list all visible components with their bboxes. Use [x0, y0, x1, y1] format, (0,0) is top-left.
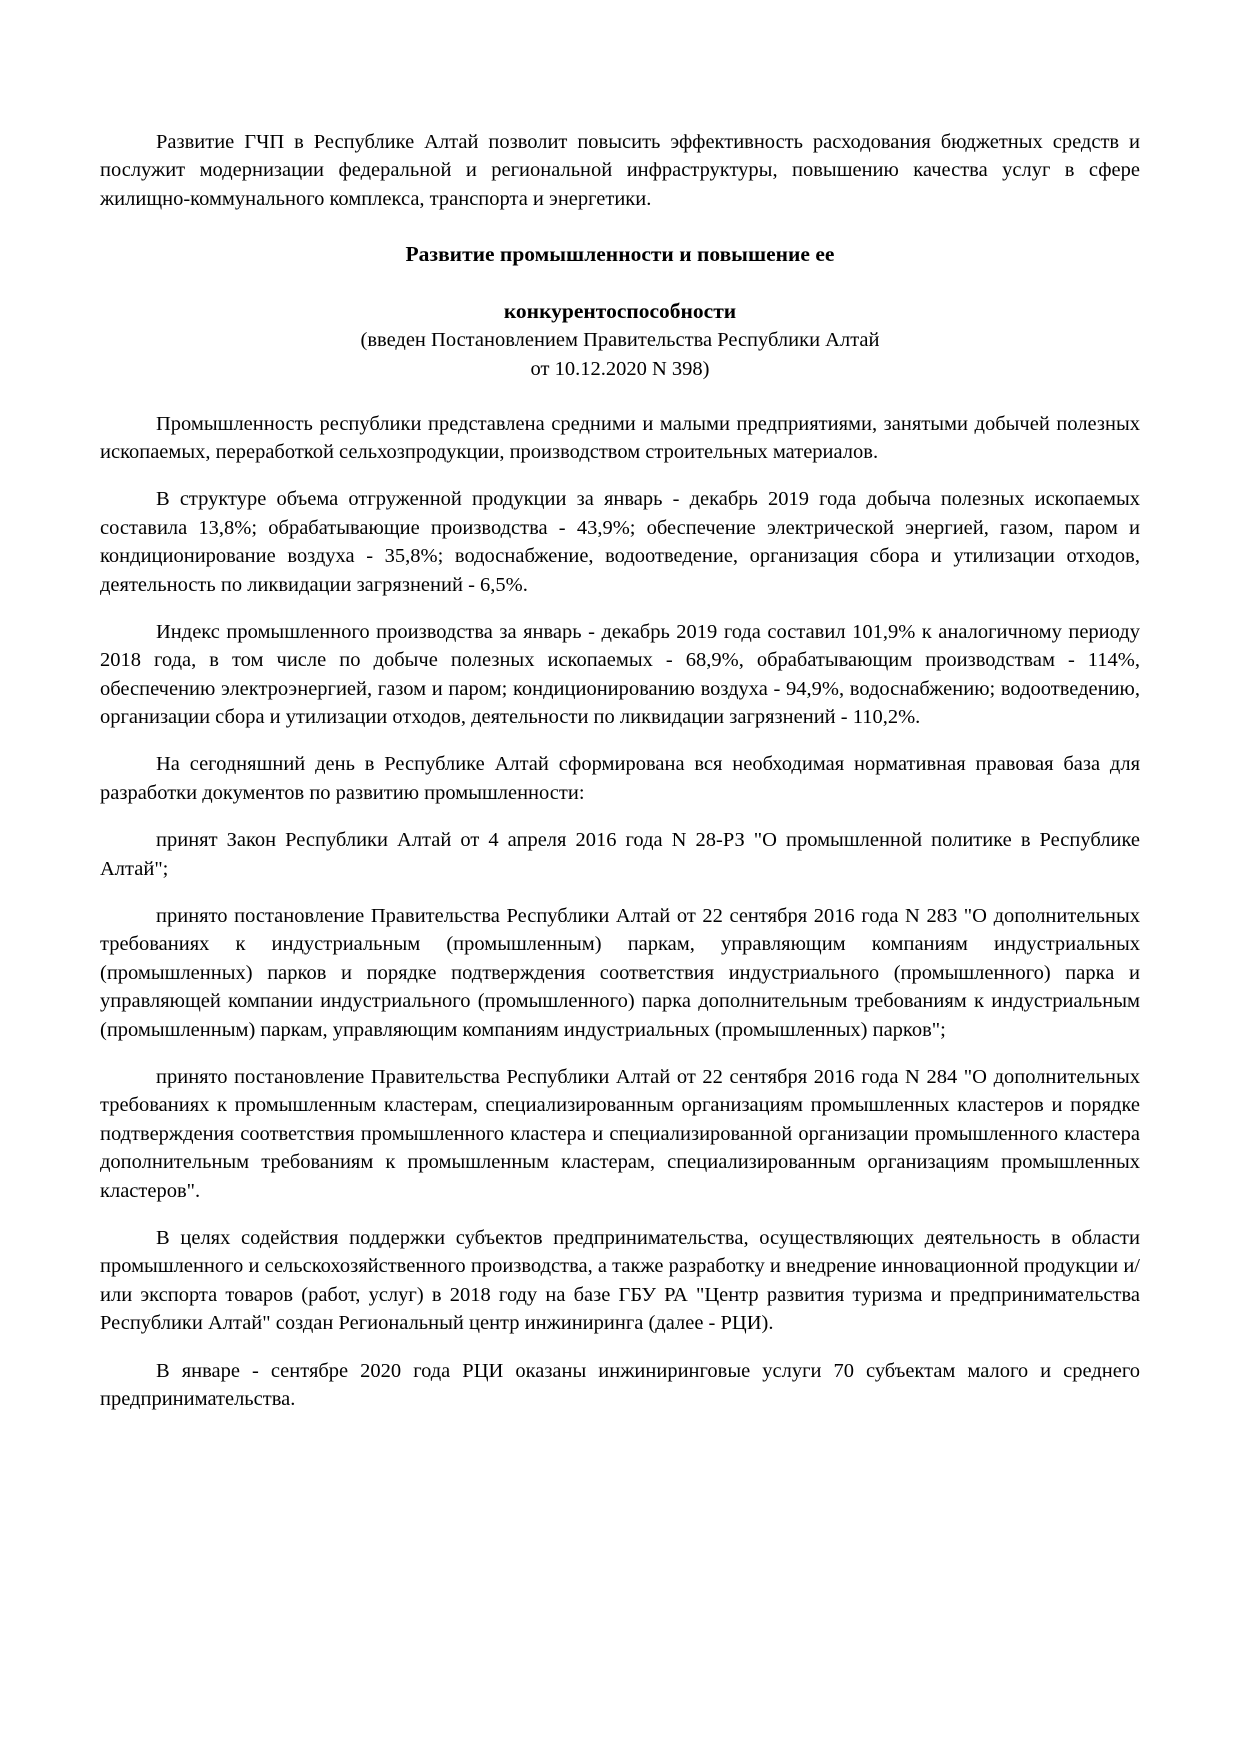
paragraph-decree-284: принято постановление Правительства Республики Алтай от 22 сентября 2016 года N 284 "О дополнительных требованиях к промышленным кластерам, специализированным организациям промышленных кластеров и порядке подтверждения соответствия промышленного кластера и специализированной организации промышленного кластера дополнительным требованиям к промышленным кластерам, специализированным организациям промышленных кластеров".	[100, 1066, 1140, 1202]
paragraph-industry-overview: Промышленность республики представлена средними и малыми предприятиями, занятыми добычей полезных ископаемых, переработкой сельхозпродукции, производством строительных материалов.	[100, 412, 1140, 463]
paragraph-decree-283: принято постановление Правительства Республики Алтай от 22 сентября 2016 года N 283 "О дополнительных требованиях к индустриальным (промышленным) паркам, управляющим компаниям индустриальных (промышленных) парков и порядке подтверждения соответствия индустриального (промышленного) парка и управляющей компании индустриального (промышленного) парка дополнительным требованиям к индустриальным (промышленным) паркам, управляющим компаниям индустриальных (промышленных) парков";	[100, 905, 1140, 1041]
document-body	[100, 128, 1140, 1413]
section-subtitle-line-1: (введен Постановлением Правительства Республики Алтай	[360, 329, 880, 352]
section-heading-block	[100, 239, 1140, 383]
section-subtitle-line-2: от 10.12.2020 N 398)	[530, 357, 710, 380]
paragraph-rci-services: В январе - сентябре 2020 года РЦИ оказаны инжиниринговые услуги 70 субъектам малого и среднего предпринимательства.	[100, 1359, 1140, 1410]
section-title-line-1: Развитие промышленности и повышение ее	[405, 242, 835, 267]
paragraph-shipment-structure: В структуре объема отгруженной продукции за январь - декабрь 2019 года добыча полезных ископаемых составила 13,8%; обрабатывающие производства - 43,9%; обеспечение электрической энергией, газом, паром и кондиционирование воздуха - 35,8%; водоснабжение, водоотведение, организация сбора и утилизации отходов, деятельность по ликвидации загрязнений - 6,5%.	[100, 488, 1140, 596]
section-title-line-2: конкурентоспособности	[503, 298, 737, 323]
paragraph-rci-creation: В целях содействия поддержки субъектов предпринимательства, осуществляющих деятельность в области промышленного и сельскохозяйственного производства, а также разработку и внедрение инновационной продукции и/или экспорта товаров (работ, услуг) в 2018 году на базе ГБУ РА "Центр развития туризма и предпринимательства Республики Алтай" создан Региональный центр инжиниринга (далее - РЦИ).	[100, 1226, 1140, 1335]
paragraph-legal-base-intro: На сегодняшний день в Республике Алтай сформирована вся необходимая нормативная правовая база для разработки документов по развитию промышленности:	[100, 753, 1140, 804]
paragraph-law-28-rz: принят Закон Республики Алтай от 4 апреля 2016 года N 28-РЗ "О промышленной политике в Республике Алтай";	[100, 829, 1140, 880]
paragraph-intro: Развитие ГЧП в Республике Алтай позволит повысить эффективность расходования бюджетных средств и послужит модернизации федеральной и региональной инфраструктуры, повышению качества услуг в сфере жилищно-коммунального комплекса, транспорта и энергетики.	[100, 131, 1140, 210]
paragraph-production-index: Индекс промышленного производства за январь - декабрь 2019 года составил 101,9% к аналогичному периоду 2018 года, в том числе по добыче полезных ископаемых - 68,9%, обрабатывающим производствам - 114%, обеспечению электроэнергией, газом и паром; кондиционированию воздуха - 94,9%, водоснабжению; водоотведению, организации сбора и утилизации отходов, деятельности по ликвидации загрязнений - 110,2%.	[100, 620, 1140, 729]
